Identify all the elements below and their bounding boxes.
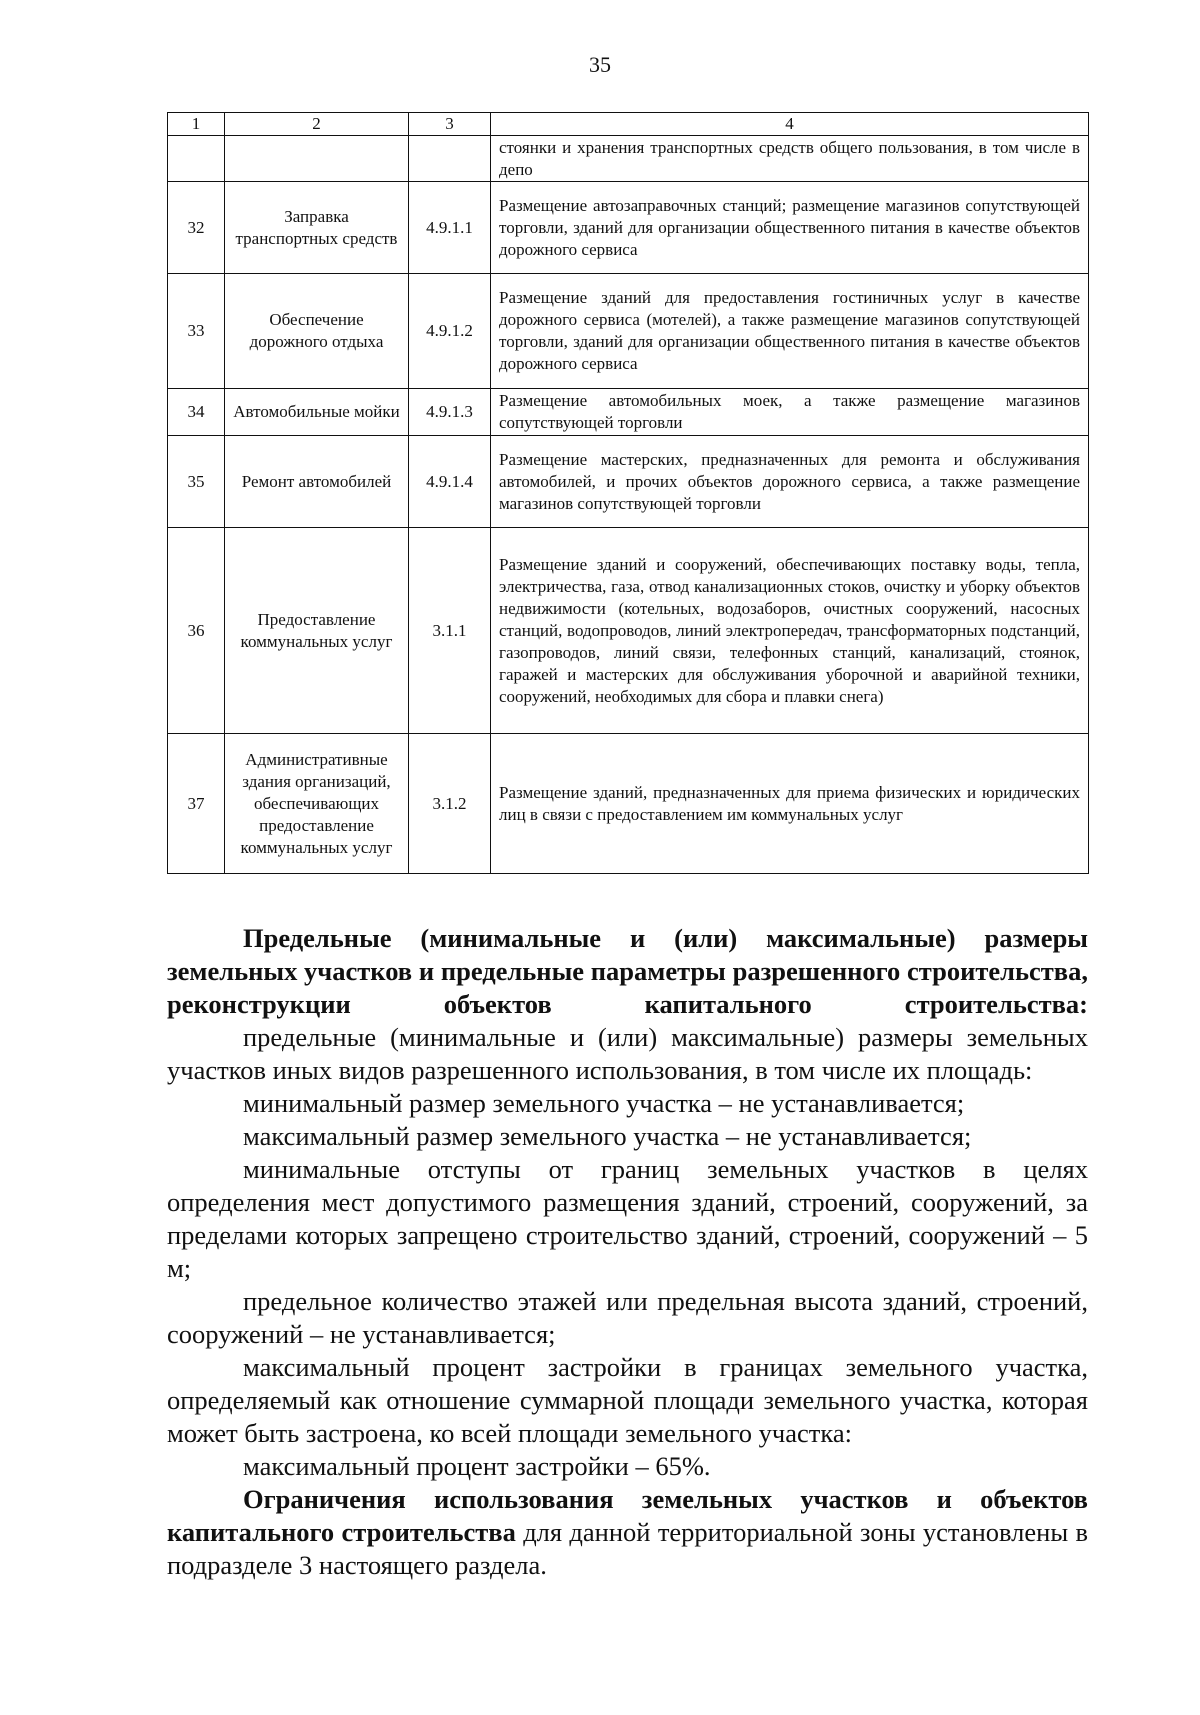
row-description: Размещение мастерских, предназначенных для ремонта и обслуживания автомобилей, и прочих объектов дорожного сервиса, а также размещение магазинов сопутствующей торговли: [491, 436, 1089, 528]
page-number: 35: [589, 52, 611, 77]
table-row: [168, 136, 1089, 182]
row-description: Размещение зданий, предназначенных для приема физических и юридических лиц в связи с предоставлением им коммунальных услуг: [491, 734, 1089, 874]
row-code: 4.9.1.2: [409, 274, 491, 389]
row-code: 3.1.1: [409, 528, 491, 734]
row-code: [409, 136, 491, 182]
row-use-name: [225, 136, 409, 182]
row-use-name: Ремонт автомобилей: [225, 436, 409, 528]
row-use-name: Автомобильные мойки: [225, 389, 409, 436]
header-col-3: 3: [409, 113, 491, 136]
paragraph-floors-height: предельное количество этажей или предельная высота зданий, строений, сооружений – не устанавливается;: [167, 1286, 1088, 1349]
row-number: 35: [168, 436, 225, 528]
header-col-1: 1: [168, 113, 225, 136]
row-use-name: Предоставление коммунальных услуг: [225, 528, 409, 734]
row-use-name: Заправка транспортных средств: [225, 182, 409, 274]
table-row: [168, 274, 1089, 389]
table-row: [168, 182, 1089, 274]
row-number: 37: [168, 734, 225, 874]
table-row: [168, 528, 1089, 734]
row-code: 4.9.1.1: [409, 182, 491, 274]
row-description: Размещение зданий и сооружений, обеспечивающих поставку воды, тепла, электричества, газа, отвод канализационных стоков, очистку и уборку объектов недвижимости (котельных, водозаборов, очистных сооружений, насосных станций, водопроводов, линий электропередач, трансформаторных подстанций, газопроводов, линий связи, телефонных станций, канализаций, стоянок, гаражей и мастерских для обслуживания уборочной и аварийной техники, сооружений, необходимых для сбора и плавки снега): [491, 528, 1089, 734]
paragraph-coverage-definition: максимальный процент застройки в границах земельного участка, определяемый как отношение суммарной площади земельного участка, которая может быть застроена, ко всей площади земельного участка:: [167, 1352, 1088, 1448]
row-use-name: Обеспечение дорожного отдыха: [225, 274, 409, 389]
row-number: 36: [168, 528, 225, 734]
row-use-name: Административные здания организаций, обеспечивающих предоставление коммунальных услуг: [225, 734, 409, 874]
row-number: [168, 136, 225, 182]
row-number: 33: [168, 274, 225, 389]
zone-parameters-text: [167, 922, 1088, 1582]
paragraph-min-plot-size: минимальный размер земельного участка – не устанавливается;: [243, 1088, 965, 1118]
section-heading: Предельные (минимальные и (или) максимальные) размеры земельных участков и предельные параметры разрешенного строительства, реконструкции объектов капитального строительства:: [167, 923, 1088, 1019]
row-code: 4.9.1.3: [409, 389, 491, 436]
paragraph-restrictions: [167, 1483, 1088, 1582]
land-use-table: [167, 112, 1089, 874]
row-description: Размещение автозаправочных станций; размещение магазинов сопутствующей торговли, зданий для организации общественного питания в качестве объектов дорожного сервиса: [491, 182, 1089, 274]
restrictions-bold-text: Ограничения использования земельных участков и объектов капитального строительства: [167, 1484, 1088, 1547]
header-col-2: 2: [225, 113, 409, 136]
row-description: Размещение автомобильных моек, а также размещение магазинов сопутствующей торговли: [491, 389, 1089, 436]
table-row: [168, 734, 1089, 874]
restrictions-text: для данной территориальной зоны установлены в подразделе 3 настоящего раздела.: [167, 1517, 1088, 1580]
row-description: Размещение зданий для предоставления гостиничных услуг в качестве дорожного сервиса (мотелей), а также размещение магазинов сопутствующей торговли, зданий для организации общественного питания в качестве объектов дорожного сервиса: [491, 274, 1089, 389]
table-row: [168, 389, 1089, 436]
row-code: 4.9.1.4: [409, 436, 491, 528]
header-col-4: 4: [491, 113, 1089, 136]
row-code: 3.1.2: [409, 734, 491, 874]
row-number: 34: [168, 389, 225, 436]
table-row: [168, 436, 1089, 528]
paragraph-setbacks: минимальные отступы от границ земельных участков в целях определения мест допустимого размещения зданий, строений, сооружений, за пределами которых запрещено строительство зданий, строений, сооружений – 5 м;: [167, 1154, 1088, 1283]
table-header-row: [168, 113, 1089, 136]
row-number: 32: [168, 182, 225, 274]
row-description: стоянки и хранения транспортных средств общего пользования, в том числе в депо: [491, 136, 1089, 182]
paragraph-max-plot-size: максимальный размер земельного участка – не устанавливается;: [243, 1121, 972, 1151]
paragraph-max-coverage: максимальный процент застройки – 65%.: [243, 1451, 711, 1481]
paragraph-plot-sizes: предельные (минимальные и (или) максимальные) размеры земельных участков иных видов разрешенного использования, в том числе их площадь:: [167, 1022, 1088, 1085]
